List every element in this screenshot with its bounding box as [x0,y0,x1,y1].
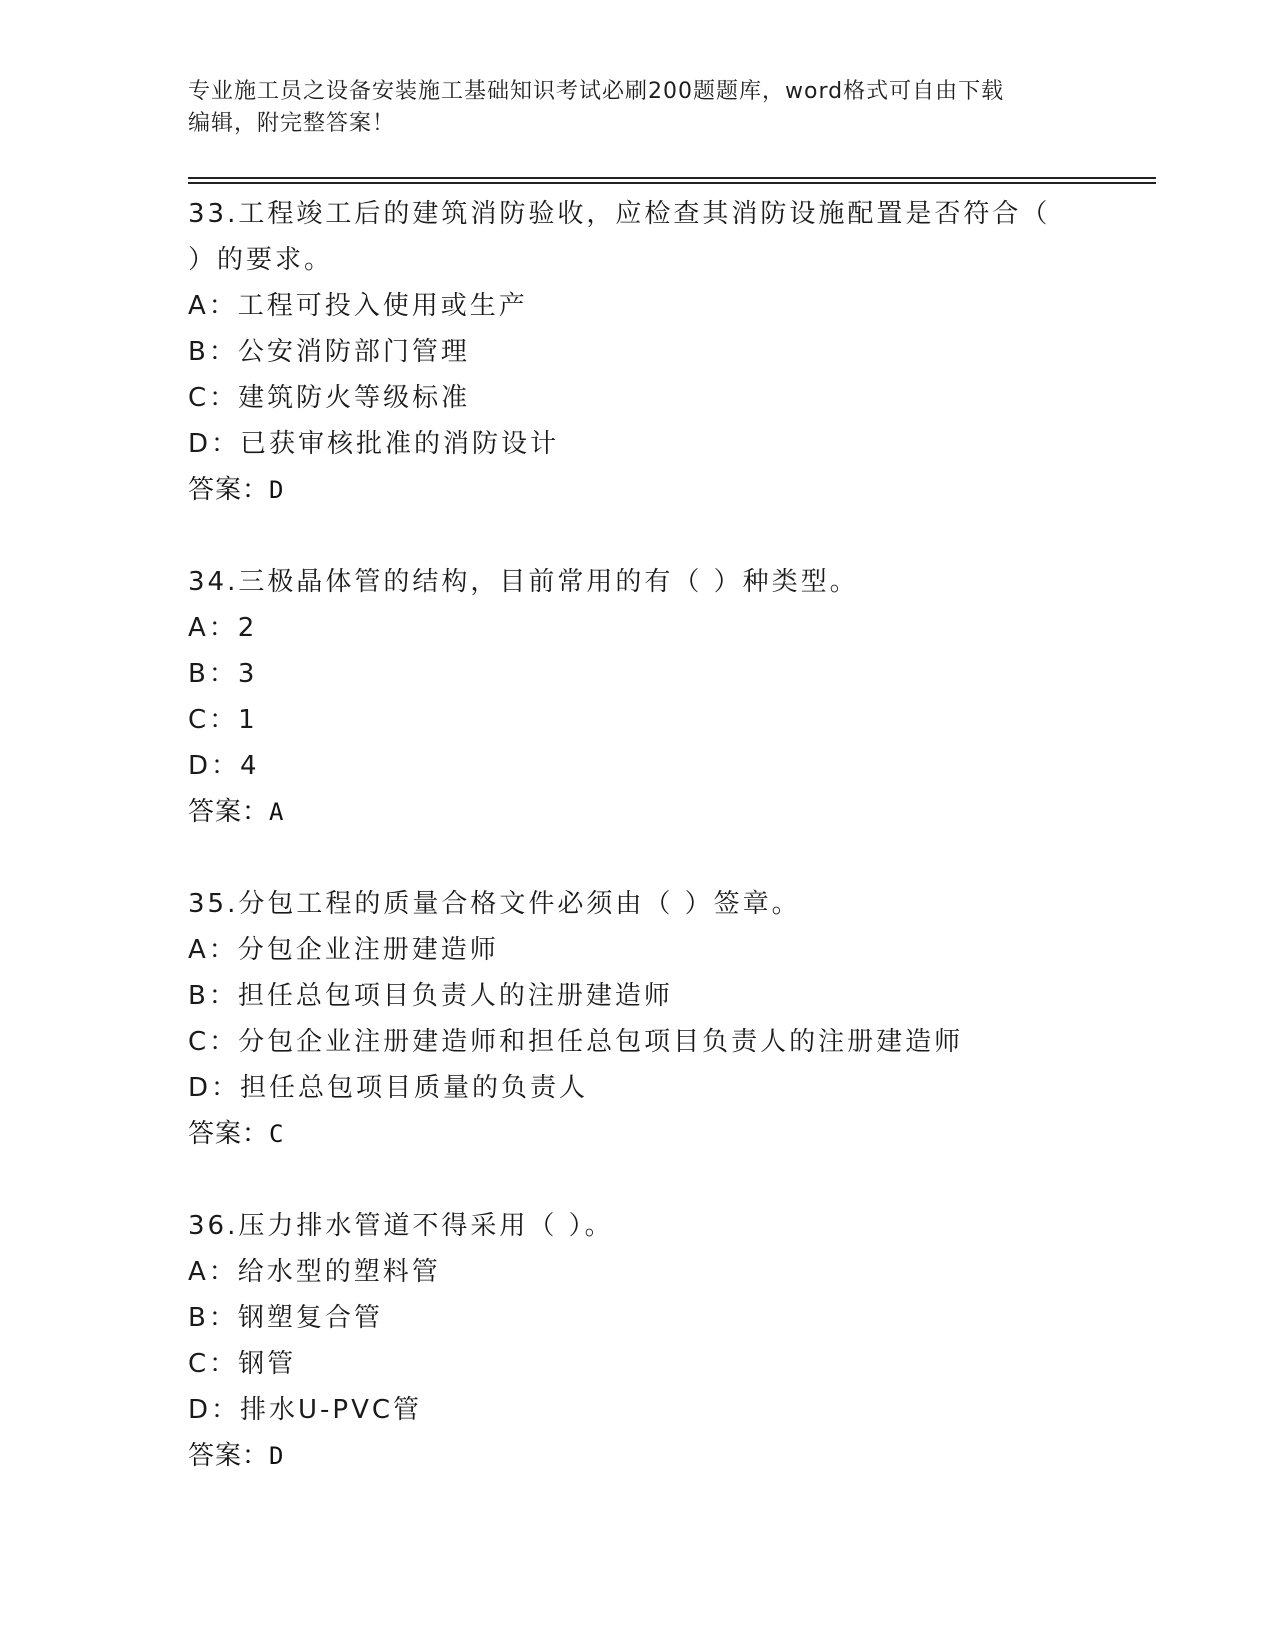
answer-value: A [269,798,285,826]
question-stem: 35.分包工程的质量合格文件必须由（ ）签章。 [188,889,801,919]
question-stem-continued: ）的要求。 [188,245,334,275]
option-d: D：排水U-PVC管 [188,1395,423,1425]
spacer [188,835,1088,881]
option-b: B：担任总包项目负责人的注册建造师 [188,981,673,1011]
option-a: A：给水型的塑料管 [188,1257,441,1287]
option-b: B：公安消防部门管理 [188,337,470,367]
option-b: B：钢塑复合管 [188,1303,383,1333]
question-35 [188,881,1088,1157]
option-a: A：2 [188,613,258,643]
option-a: A：工程可投入使用或生产 [188,291,528,321]
spacer [188,513,1088,559]
header-divider-bottom [188,182,1156,184]
option-d: D：担任总包项目质量的负责人 [188,1073,589,1103]
option-c: C：1 [188,705,258,735]
answer-value: C [269,1120,285,1148]
question-stem: 36.压力排水管道不得采用（ ）。 [188,1211,614,1241]
answer-label: 答案： [188,1119,270,1149]
question-list [188,191,1088,1479]
header-line-2: 编辑，附完整答案！ [188,111,396,136]
option-b: B：3 [188,659,258,689]
answer-label: 答案： [188,475,270,505]
option-c: C：钢管 [188,1349,297,1379]
option-d: D：已获审核批准的消防设计 [188,429,560,459]
question-stem: 34.三极晶体管的结构，目前常用的有（ ）种类型。 [188,567,859,597]
answer-value: D [269,476,285,504]
question-36 [188,1203,1088,1479]
answer [188,467,1088,513]
answer [188,789,1088,835]
header-divider-top [188,177,1156,179]
option-a: A：分包企业注册建造师 [188,935,499,965]
option-d: D：4 [188,751,260,781]
answer-value: D [269,1442,285,1470]
document-header [188,76,1088,140]
answer [188,1433,1088,1479]
question-34 [188,559,1088,835]
header-line-1: 专业施工员之设备安装施工基础知识考试必刷200题题库，word格式可自由下载 [188,79,1005,104]
answer-label: 答案： [188,1441,270,1471]
answer-label: 答案： [188,797,270,827]
answer [188,1111,1088,1157]
spacer [188,1157,1088,1203]
option-c: C：建筑防火等级标准 [188,383,471,413]
question-stem: 33.工程竣工后的建筑消防验收，应检查其消防设施配置是否符合（ [188,199,1051,229]
question-33 [188,191,1088,513]
option-c: C：分包企业注册建造师和担任总包项目负责人的注册建造师 [188,1027,964,1057]
